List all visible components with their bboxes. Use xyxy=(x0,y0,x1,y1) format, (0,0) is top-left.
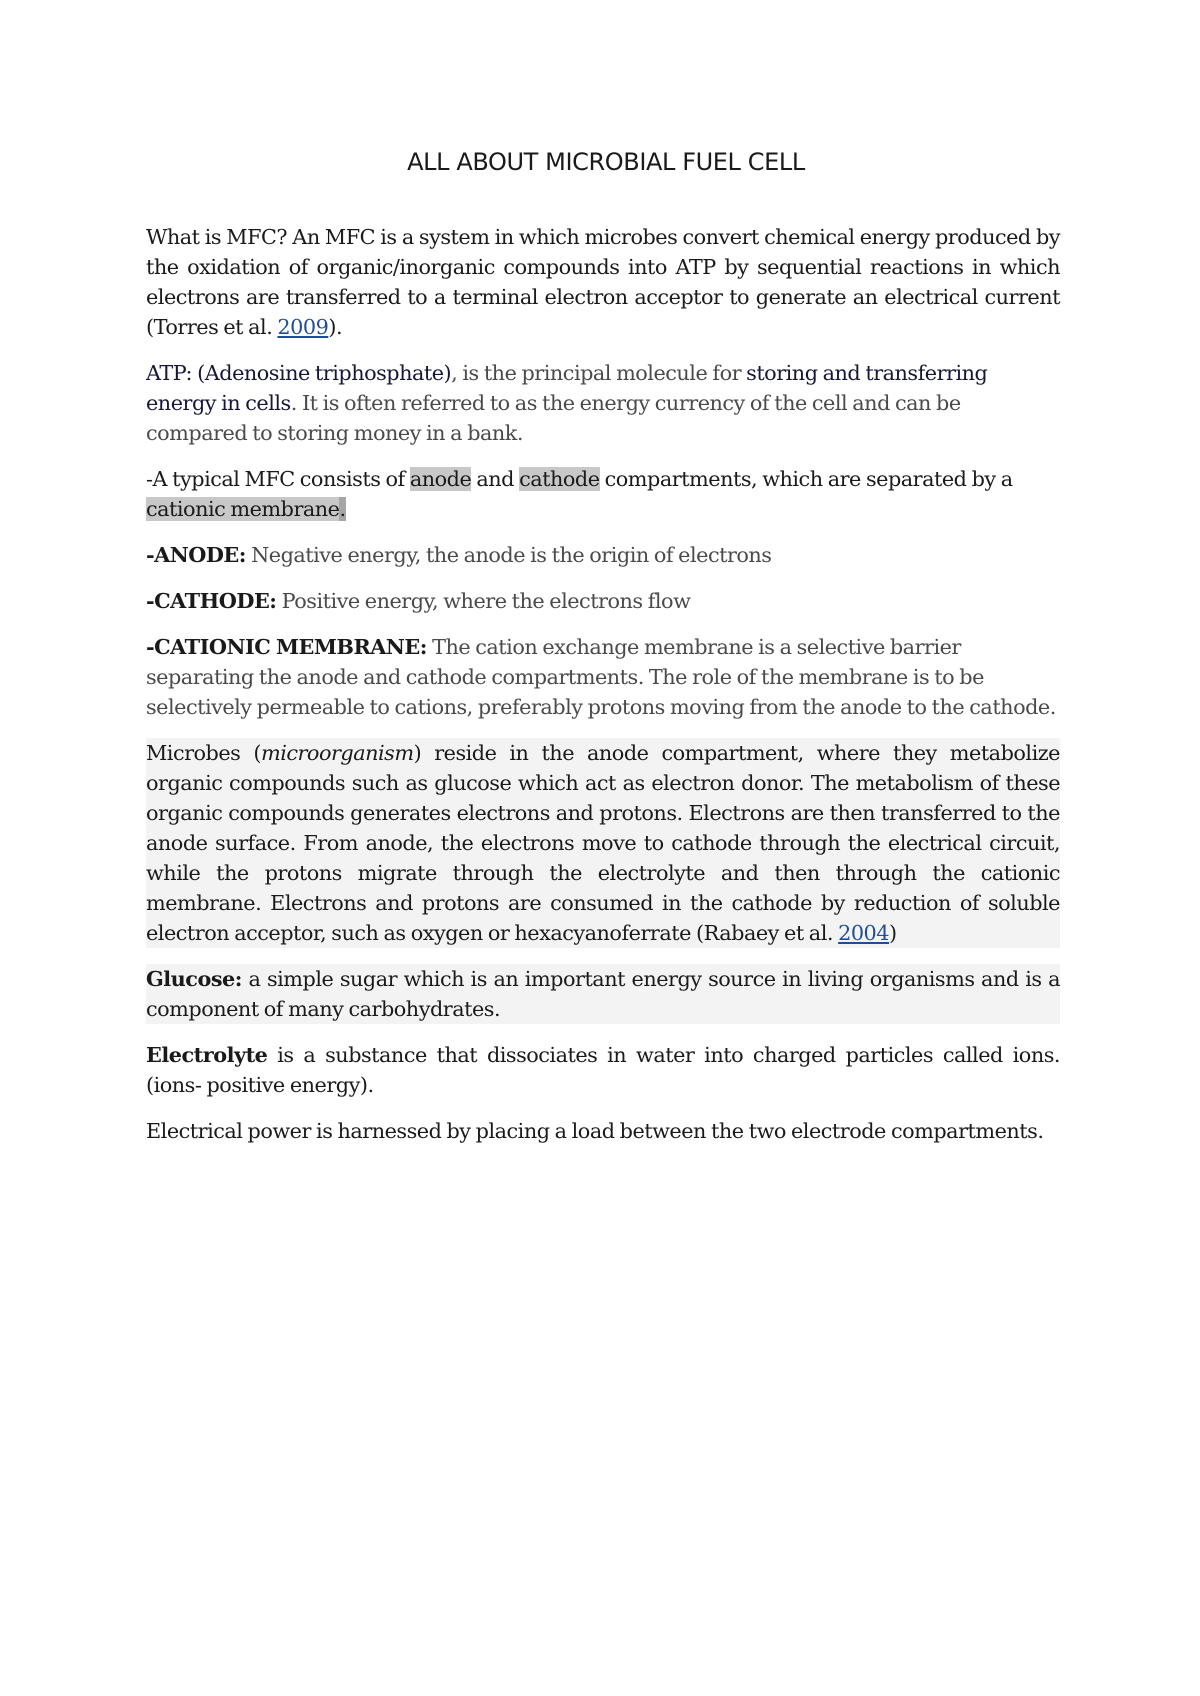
anode-definition: Negative energy, the anode is the origin of electrons xyxy=(245,543,772,567)
electrolyte-definition: is a substance that dissociates in water into charged particles called ions. (ions- positive energy). xyxy=(146,1043,1060,1097)
cathode-definition: Positive energy, where the electrons flow xyxy=(276,589,691,613)
paragraph-cationic-membrane xyxy=(146,632,1060,722)
citation-link-2009[interactable]: 2009 xyxy=(277,315,329,339)
cationic-membrane-term: -CATIONIC MEMBRANE: xyxy=(146,634,427,659)
typical-mfc-mid: compartments, which are separated by a xyxy=(599,467,1013,491)
paragraph-atp xyxy=(146,358,1060,448)
microbes-pre: Microbes ( xyxy=(146,741,261,765)
microbes-text: ) reside in the anode compartment, where they metabolize organic compounds such as glucose which act as electron donor. The metabolism of these organic compounds generates electrons and protons. Electrons are then transferred to the anode surface. From anode, the electrons move to cathode through the electrical circuit, while the protons migrate through the electrolyte and then through the cationic membrane. Electrons and protons are consumed in the cathode by reduction of soluble electron acceptor, such as oxygen or hexacyanoferrate (Rabaey et al. xyxy=(146,741,1060,945)
highlight-cationic-membrane: cationic membrane xyxy=(146,497,340,521)
paragraph-cathode xyxy=(146,586,1060,616)
atp-text-2: . It is often referred to as the energy currency of the cell and can be compared to storing money in a bank. xyxy=(146,391,961,445)
document-title: ALL ABOUT MICROBIAL FUEL CELL xyxy=(407,148,805,176)
atp-text-1: , is the principal molecule for xyxy=(451,361,747,385)
mfc-definition-text: An MFC is a system in which microbes convert chemical energy produced by the oxidation of organic/inorganic compounds into ATP by sequential reactions in which electrons are transferred to a terminal electron acceptor to generate an electrical current (Torres et al. xyxy=(146,225,1061,339)
typical-mfc-and: and xyxy=(471,467,520,491)
anode-term: -ANODE: xyxy=(146,542,246,567)
mfc-definition-end: ). xyxy=(328,315,343,339)
electrolyte-term: Electrolyte xyxy=(146,1042,268,1067)
paragraph-microbes xyxy=(146,738,1060,948)
atp-emphasis-text: storing and transferring energy in cells xyxy=(146,361,988,415)
microorganism-italic: microorganism xyxy=(260,741,414,765)
mfc-question-label: What is MFC? xyxy=(146,225,288,249)
glucose-term: Glucose: xyxy=(146,966,242,991)
electrical-power-text: Electrical power is harnessed by placing a load between the two electrode compartments. xyxy=(146,1119,1044,1143)
cationic-membrane-definition: The cation exchange membrane is a selective barrier separating the anode and cathode compartments. The role of the membrane is to be selectively permeable to cations, preferably protons moving from the anode to the cathode. xyxy=(146,635,1056,719)
glucose-definition: a simple sugar which is an important energy source in living organisms and is a component of many carbohydrates. xyxy=(146,967,1060,1021)
typical-mfc-pre: -A typical MFC consists of xyxy=(146,467,410,491)
microbes-end: ) xyxy=(889,921,897,945)
highlight-anode: anode xyxy=(409,467,472,491)
citation-link-2004[interactable]: 2004 xyxy=(838,921,890,945)
paragraph-what-is-mfc xyxy=(146,222,1060,342)
highlight-period: . xyxy=(339,497,346,521)
paragraph-typical-mfc xyxy=(146,464,1060,524)
document-body xyxy=(146,222,1060,1162)
atp-lead-text: ATP: (Adenosine triphosphate) xyxy=(146,361,452,385)
paragraph-glucose xyxy=(146,964,1060,1024)
paragraph-anode xyxy=(146,540,1060,570)
paragraph-electrolyte xyxy=(146,1040,1060,1100)
cathode-term: -CATHODE: xyxy=(146,588,277,613)
highlight-cathode: cathode xyxy=(519,467,600,491)
paragraph-electrical-power xyxy=(146,1116,1060,1146)
